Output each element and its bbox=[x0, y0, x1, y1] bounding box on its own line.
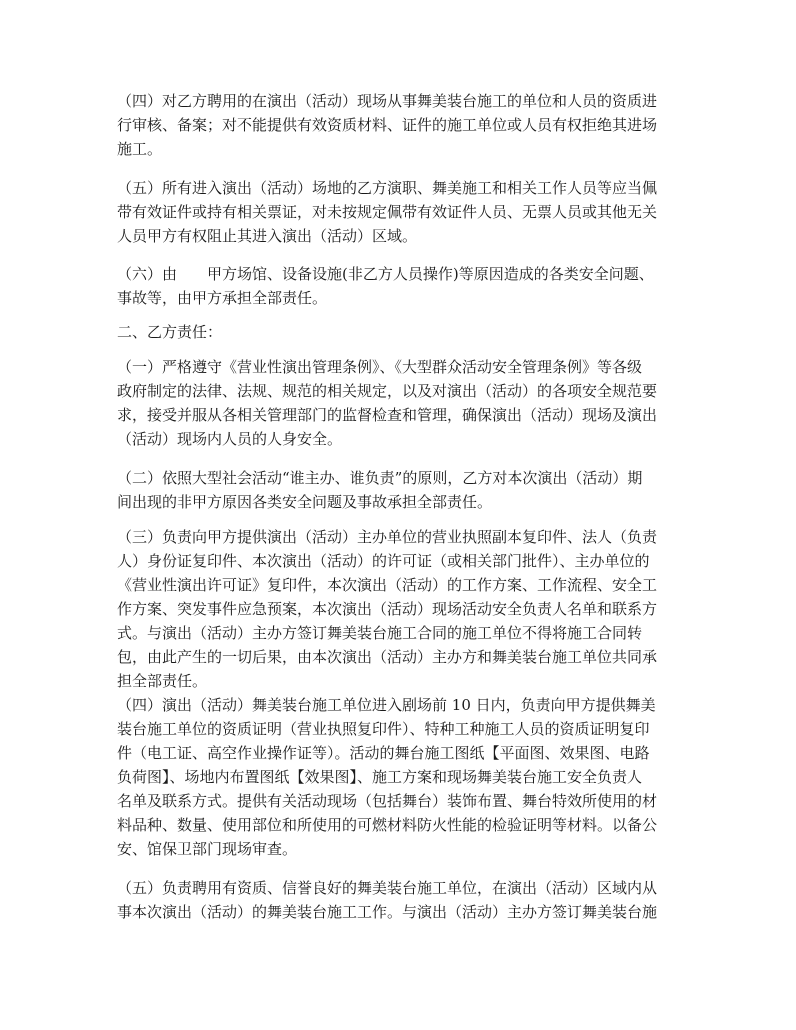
text-line: 件（电工证、高空作业操作证等）。活动的舞台施工图纸【平面图、效果图、电路 bbox=[117, 744, 650, 762]
text-line: （四）演出（活动）舞美装台施工单位进入剧场前 10 日内，负责向甲方提供舞美 bbox=[117, 696, 656, 714]
paragraph-3 bbox=[117, 262, 677, 310]
section-heading bbox=[117, 320, 677, 344]
text-line: （活动）现场内人员的人身安全。 bbox=[117, 430, 343, 448]
text-line: 负荷图】、场地内布置图纸【效果图】、施工方案和现场舞美装台施工安全负责人 bbox=[117, 768, 643, 786]
text-line: 包，由此产生的一切后果，由本次演出（活动）主办方和舞美装台施工单位共同承 bbox=[117, 648, 658, 666]
paragraph-9 bbox=[117, 876, 677, 924]
text-line: 间出现的非甲方原因各类安全问题及事故承担全部责任。 bbox=[117, 493, 493, 511]
text-line: 安、馆保卫部门现场审查。 bbox=[117, 840, 298, 858]
text-line: 人）身份证复印件、本次演出（活动）的许可证（或相关部门批件）、主办单位的 bbox=[117, 552, 650, 570]
text-line: 施工。 bbox=[117, 140, 163, 158]
paragraph-5 bbox=[117, 355, 677, 451]
text-line: 求，接受并服从各相关管理部门的监督检查和管理，确保演出（活动）现场及演出 bbox=[117, 406, 658, 424]
text-line: 名单及联系方式。提供有关活动现场（包括舞台）装饰布置、舞台特效所使用的材 bbox=[117, 792, 658, 810]
text-line: 事故等，由甲方承担全部责任。 bbox=[117, 289, 328, 307]
paragraph-6 bbox=[117, 466, 677, 514]
text-line: 事本次演出（活动）的舞美装台施工工作。与演出（活动）主办方签订舞美装台施 bbox=[117, 903, 658, 921]
text-line: 《营业性演出许可证》复印件，本次演出（活动）的工作方案、工作流程、安全工 bbox=[117, 576, 658, 594]
text-line: （六）由 甲方场馆、设备设施(非乙方人员操作)等原因造成的各类安全问题、 bbox=[117, 265, 654, 283]
text-line: 二、乙方责任： bbox=[117, 323, 223, 341]
text-line: （三）负责向甲方提供演出（活动）主办单位的营业执照副本复印件、法人（负责 bbox=[117, 528, 658, 546]
text-line: （一）严格遵守《营业性演出管理条例》、《大型群众活动安全管理条例》等各级 bbox=[117, 358, 643, 376]
text-line: 担全部责任。 bbox=[117, 672, 208, 690]
paragraph-2 bbox=[117, 176, 677, 248]
paragraph-8 bbox=[117, 693, 677, 861]
text-line: 料品种、数量、使用部位和所使用的可燃材料防火性能的检验证明等材料。以备公 bbox=[117, 816, 658, 834]
text-line: （五）所有进入演出（活动）场地的乙方演职、舞美施工和相关工作人员等应当佩 bbox=[117, 179, 658, 197]
text-line: （四）对乙方聘用的在演出（活动）现场从事舞美装台施工的单位和人员的资质进 bbox=[117, 92, 658, 110]
text-line: 作方案、突发事件应急预案，本次演出（活动）现场活动安全负责人名单和联系方 bbox=[117, 600, 658, 618]
text-line: 装台施工单位的资质证明（营业执照复印件）、特种工种施工人员的资质证明复印 bbox=[117, 720, 650, 738]
text-line: 行审核、备案；对不能提供有效资质材料、证件的施工单位或人员有权拒绝其进场 bbox=[117, 116, 658, 134]
text-line: 人员甲方有权阻止其进入演出（活动）区域。 bbox=[117, 227, 418, 245]
text-line: 带有效证件或持有相关票证，对未按规定佩带有效证件人员、无票人员或其他无关 bbox=[117, 203, 658, 221]
text-line: （二）依照大型社会活动“谁主办、谁负责”的原则，乙方对本次演出（活动）期 bbox=[117, 469, 643, 487]
paragraph-7 bbox=[117, 525, 677, 693]
text-line: 政府制定的法律、法规、规范的相关规定，以及对演出（活动）的各项安全规范要 bbox=[117, 382, 658, 400]
text-line: 式。与演出（活动）主办方签订舞美装台施工合同的施工单位不得将施工合同转 bbox=[117, 624, 643, 642]
text-line: （五）负责聘用有资质、信誉良好的舞美装台施工单位，在演出（活动）区域内从 bbox=[117, 879, 658, 897]
paragraph-1 bbox=[117, 89, 677, 161]
